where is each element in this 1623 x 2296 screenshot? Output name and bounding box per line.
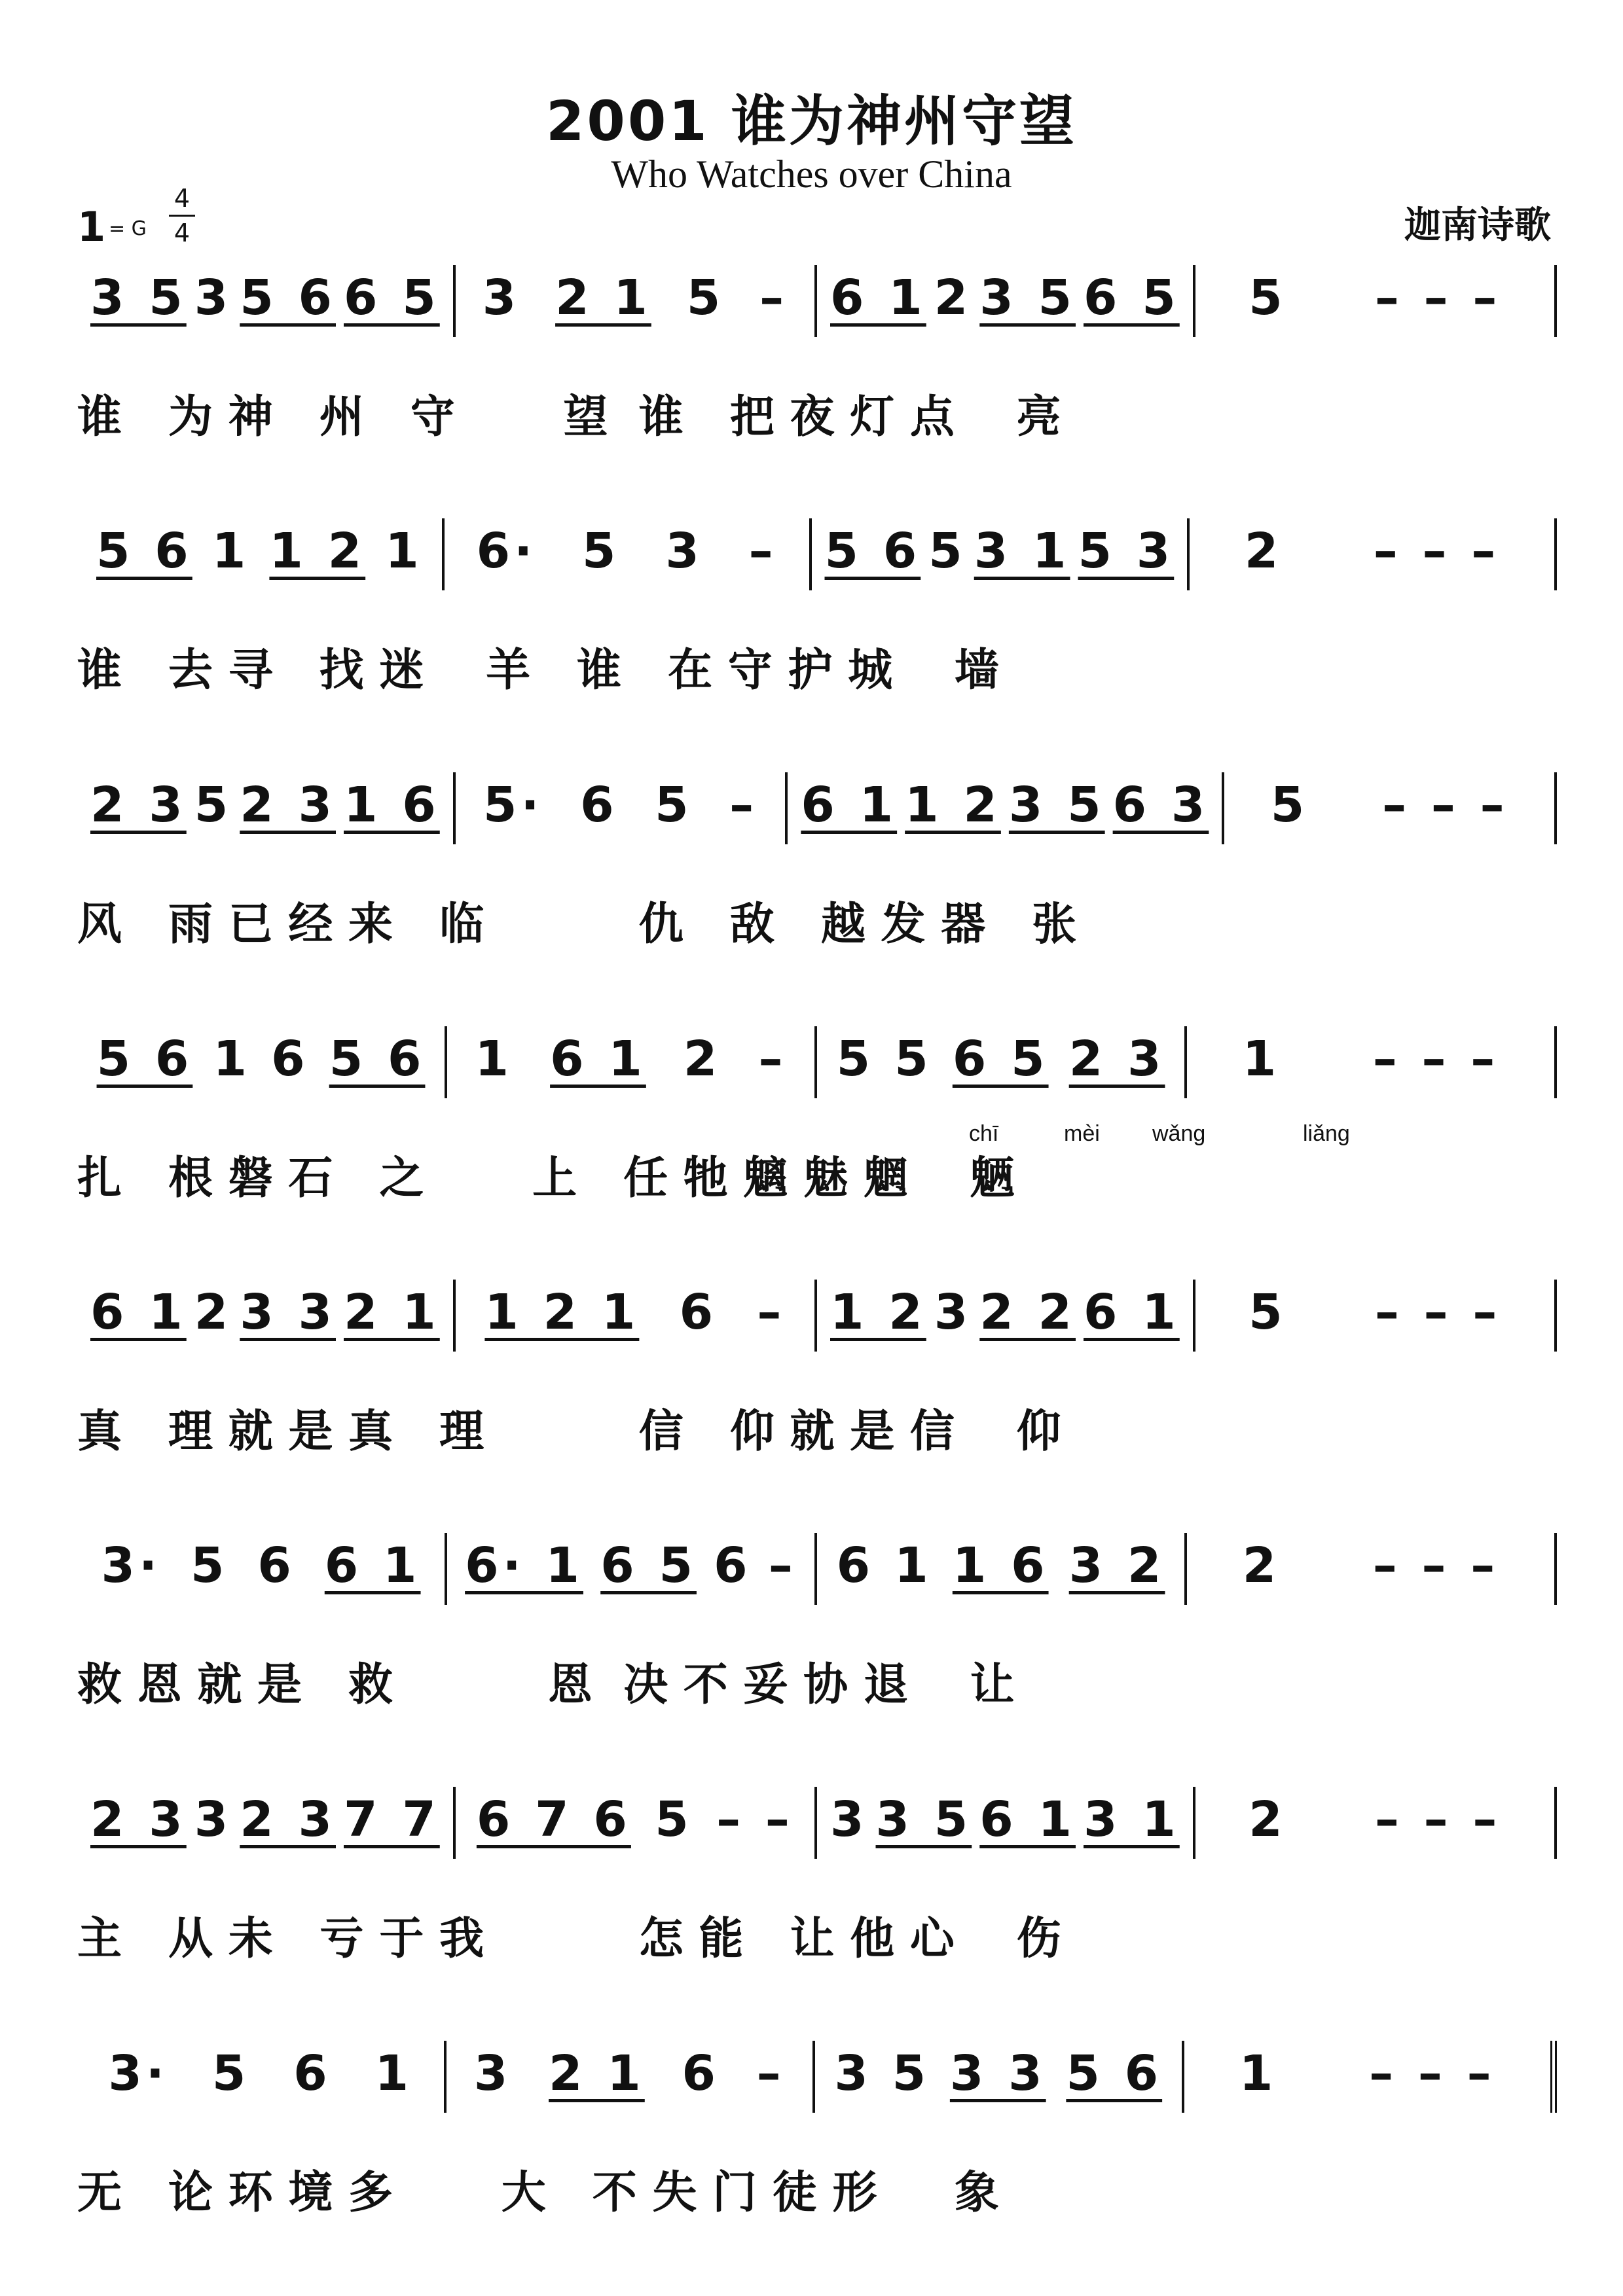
note: 6 3 [1112,777,1209,833]
measure [445,518,812,590]
time-bottom: 4 [173,219,191,247]
note: 6 1 [550,1031,646,1087]
measure [1190,518,1557,590]
pinyin: chī [969,1121,999,1146]
note: 3 1 [1084,1791,1180,1848]
note: 1 [374,2045,413,2102]
note: – – – [1374,1791,1501,1848]
note: 5 6 [240,270,336,326]
pinyin: mèi [1064,1121,1100,1146]
note: 6 [580,777,618,833]
note: – – – [1374,1284,1501,1340]
measure [77,2041,447,2113]
note: 5 6 [329,1031,426,1087]
measure [1187,1026,1557,1098]
note: 1 [475,1031,513,1087]
note: 3 2 [1068,1537,1165,1594]
note: 5 [211,2045,250,2102]
note: 6 1 [90,1284,187,1340]
pinyin: liǎng [1303,1121,1350,1146]
note: 6 5 [1084,270,1180,326]
note: 2 [934,270,972,326]
note: 3 5 [875,1791,972,1848]
note: – [768,1537,797,1594]
measure [447,2041,816,2113]
note: 1 6 [344,777,440,833]
measure [77,1533,447,1605]
measure-row [77,2015,1557,2119]
note: 3 [830,1791,868,1848]
note: 1 [894,1537,932,1594]
measure [77,772,456,844]
note: 5 [1249,270,1286,326]
note: 5 [655,1791,693,1848]
note: 2 1 [555,270,651,326]
note: 6 1 [1084,1284,1180,1340]
note: 2 [194,1284,232,1340]
note: – – – [1372,1537,1499,1594]
note: – – [716,1791,793,1848]
note: 3 3 [240,1284,336,1340]
note: 5· [483,777,543,833]
note: 5 [1249,1284,1286,1340]
note: 3 [665,523,703,579]
note: 2 1 [344,1284,440,1340]
note: 5 [686,270,725,326]
note: 5 [1270,777,1309,833]
song-title: 2001 谁为神州守望 [545,89,1078,153]
measure [817,265,1195,337]
note: 1 2 1 [484,1284,640,1340]
lyrics: 救 恩 就 是 救 恩 决 不 妥 协 退 让 [77,1659,1015,1711]
note: – – – [1382,777,1508,833]
note: 1 [213,1031,251,1087]
note: 2 [1242,1537,1281,1594]
note: 3 5 [979,270,1076,326]
time-top: 4 [173,184,191,213]
lyrics: 谁 去 寻 找 迷 羊 谁 在 守 护 城 墙 [77,645,999,696]
score-line [0,1234,1623,1482]
note: 6 5 [344,270,440,326]
note: 2 [1249,1791,1286,1848]
note: 3 3 [949,2045,1046,2102]
note: 6 1 [830,270,926,326]
measure-row [77,1761,1557,1865]
note: 6 [679,1284,718,1340]
measure [456,265,817,337]
note: 2 3 [1068,1031,1165,1087]
note: 3 [834,2045,872,2102]
lyrics: 扎 根 磐 石 之 上 任 牠 魑 魅 魍 魉 [77,1153,1015,1204]
measure [1187,1533,1557,1605]
note: 2 3 [90,1791,187,1848]
note: 3 [194,270,232,326]
note: 3· [101,1537,162,1594]
note: 5 6 [1066,2045,1163,2102]
note: 1 [1239,2045,1277,2102]
note: 1 6 [952,1537,1049,1594]
measure [1224,772,1557,844]
song-subtitle: Who Watches over China [611,152,1012,196]
note: – – – [1369,2045,1495,2102]
note: 2 3 [90,777,187,833]
note: 2 3 [240,1791,336,1848]
note: 1 2 [830,1284,926,1340]
measure [815,2041,1184,2113]
note: 6 1 [979,1791,1076,1848]
note: – [757,1284,786,1340]
note: 1 [1242,1031,1281,1087]
measure-row [77,1507,1557,1611]
note: – – – [1374,270,1501,326]
score-line [0,980,1623,1229]
note: 3 5 [90,270,187,326]
note: 5 [892,2045,930,2102]
note: 5 [836,1031,875,1087]
measure-row [77,492,1557,597]
score-line [0,219,1623,468]
note: 2 [683,1031,721,1087]
note: 3 [194,1791,232,1848]
note: 2 [1244,523,1283,579]
score-line [0,726,1623,975]
note: 3· [108,2045,169,2102]
note: 6 [293,2045,331,2102]
measure [1195,1280,1557,1352]
measure [447,1026,817,1098]
measure [817,1280,1195,1352]
note: – [748,523,777,579]
note: – – – [1373,523,1500,579]
note: 5 6 [96,523,192,579]
measure [817,1533,1187,1605]
measure-row [77,1253,1557,1358]
note: 5 [894,1031,932,1087]
note: – [758,1031,787,1087]
lyrics: 谁 为 神 州 守 望 谁 把 夜 灯 点 亮 [77,391,1061,443]
note: 5 [928,523,966,579]
note: 3 [482,270,520,326]
measure [1184,2041,1558,2113]
note: – [759,270,788,326]
note: 2 3 [240,777,336,833]
measure [447,1533,817,1605]
note: 6 1 [324,1537,421,1594]
note: – [756,2045,785,2102]
measure [812,518,1190,590]
author: 迦南诗歌 [1404,204,1551,247]
measure [77,1280,456,1352]
measure-row [77,1000,1557,1105]
measure [456,772,788,844]
key-name: = G [109,217,147,240]
note: – – – [1372,1031,1499,1087]
note: 6 7 6 [476,1791,631,1848]
measure [788,772,1224,844]
measure [77,1787,456,1859]
lyrics: 无 论 环 境 多 大 不 失 门 徒 形 象 [77,2167,999,2219]
note: – [729,777,758,833]
measure-row [77,746,1557,851]
measure [77,1026,447,1098]
note: 5 3 [1078,523,1175,579]
note: 3 5 [1008,777,1105,833]
note: 6 5 [600,1537,697,1594]
note: 2 2 [979,1284,1076,1340]
note: 1 2 [269,523,366,579]
measure-row [77,239,1557,344]
pinyin: wǎng [1152,1121,1206,1146]
lyrics: 风 雨 已 经 来 临 仇 敌 越 发 器 张 [77,899,1077,950]
key-number: 1 [77,203,106,251]
measure [456,1280,817,1352]
measure [1195,265,1557,337]
note: 6· 1 [465,1537,583,1594]
note: 3 1 [974,523,1070,579]
note: 6· [476,523,537,579]
score-line [0,473,1623,721]
note: 6 [682,2045,720,2102]
note: 6 [836,1537,875,1594]
score-line [0,1487,1623,1736]
measure [1195,1787,1557,1859]
note: 1 2 [905,777,1001,833]
note: 3 [473,2045,512,2102]
note: 5 [655,777,693,833]
lyrics: 真 理 就 是 真 理 信 仰 就 是 信 仰 [77,1406,1061,1458]
note: 7 7 [344,1791,440,1848]
note: 6 [271,1031,309,1087]
note: 3 [934,1284,972,1340]
note: 5 [582,523,620,579]
note: 5 [190,1537,228,1594]
note: 6 1 [801,777,898,833]
note: 1 [211,523,250,579]
note: 6 [714,1537,752,1594]
measure [817,1026,1187,1098]
note: 5 6 [824,523,921,579]
score-line [0,1995,1623,2244]
lyrics: 主 从 未 亏 于 我 怎 能 让 他 心 伤 [77,1913,1061,1965]
note: 5 6 [96,1031,193,1087]
note: 1 [385,523,423,579]
note: 5 [194,777,232,833]
measure [817,1787,1195,1859]
note: 2 1 [549,2045,645,2102]
measure [456,1787,817,1859]
note: 6 [257,1537,295,1594]
measure [77,518,445,590]
measure [77,265,456,337]
note: 6 5 [952,1031,1049,1087]
score-line [0,1741,1623,1990]
